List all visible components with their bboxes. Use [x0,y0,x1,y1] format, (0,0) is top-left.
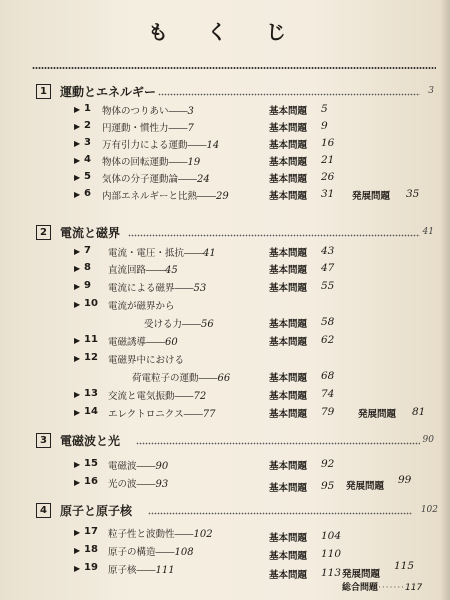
toc-row[interactable] [36,137,434,154]
toc-row[interactable] [36,262,434,279]
topic-label: 受ける力――56 [144,319,214,330]
advanced-page: 115 [394,560,415,572]
section-number: 4 [36,503,51,518]
toc-row[interactable] [36,298,434,315]
topic-number: 15 [84,458,98,469]
section-title: 電流と磁界 [60,226,121,240]
basic-page: 110 [321,548,342,560]
topic-number: 8 [84,262,91,273]
topic-number: 2 [84,120,91,131]
topic-number: 17 [84,526,98,537]
arrow-icon: ▶ [74,282,81,291]
basic-page: 55 [321,280,335,292]
topic-number: 3 [84,137,91,148]
advanced-label: 発展問題 [342,569,381,580]
section-header [36,83,434,103]
arrow-icon: ▶ [74,336,81,345]
section-header [36,432,434,452]
topic-number: 11 [84,334,98,345]
page-title: も く じ [148,20,302,44]
basic-label: 基本問題 [269,409,308,420]
basic-label: 基本問題 [269,283,308,294]
section-title: 運動とエネルギー [60,85,157,99]
topic-label: 万有引力による運動――14 [102,140,220,151]
arrow-icon: ▶ [74,478,81,487]
toc-row[interactable] [36,352,434,369]
arrow-icon: ▶ [74,264,81,273]
section-1 [36,83,434,202]
basic-label: 基本問題 [269,248,308,259]
arrow-icon: ▶ [74,300,81,309]
basic-page: 74 [321,388,335,400]
basic-page: 95 [321,480,335,492]
topic-number: 16 [84,476,98,487]
toc-row[interactable] [36,154,434,171]
advanced-label: 発展問題 [358,409,397,420]
basic-page: 58 [321,316,335,328]
arrow-icon: ▶ [74,546,81,555]
topic-number: 7 [84,245,91,256]
basic-page: 5 [321,103,328,115]
topic-number: 10 [84,298,98,309]
topic-label: 電流・電圧・抵抗――41 [108,248,216,259]
topic-label: 原子核――111 [108,565,175,576]
arrow-icon: ▶ [74,139,81,148]
section-number: 1 [36,84,51,99]
toc-row[interactable] [36,406,434,423]
basic-label: 基本問題 [269,106,308,117]
toc-row[interactable] [36,562,434,579]
basic-page: 47 [321,262,335,274]
section-number: 3 [36,433,51,448]
basic-page: 92 [321,458,335,470]
basic-label: 基本問題 [269,191,308,202]
basic-label: 基本問題 [269,123,308,134]
section-2 [36,224,434,420]
basic-label: 基本問題 [269,551,308,562]
title-divider [32,66,436,70]
toc-row-continued[interactable] [36,370,434,387]
toc-row[interactable] [36,526,434,543]
summary-problems[interactable]: 総合問題·······117 [342,583,423,593]
section-4 [36,502,438,593]
topic-number: 1 [84,103,91,114]
arrow-icon: ▶ [74,122,81,131]
topic-label: 円運動・慣性力――7 [102,123,194,134]
topic-label: 物体の回転運動――19 [102,157,201,168]
basic-label: 基本問題 [269,391,308,402]
section-page: 41 [422,227,434,237]
topic-label: エレクトロニクス――77 [108,409,216,420]
topic-number: 19 [84,562,98,573]
topic-label: 電流による磁界――53 [108,283,207,294]
advanced-page: 35 [406,188,420,200]
basic-page: 9 [321,120,328,132]
basic-page: 31 [321,188,335,200]
toc-row[interactable] [36,171,434,188]
arrow-icon: ▶ [74,528,81,537]
basic-label: 基本問題 [269,265,308,276]
basic-label: 基本問題 [269,461,308,472]
toc-row[interactable] [36,245,434,262]
leader-dots [148,512,412,515]
topic-label: 粒子性と波動性――102 [108,529,213,540]
basic-page: 113 [321,567,342,579]
section-page: 90 [422,435,434,445]
topic-label: 電磁波――90 [108,461,169,472]
leader-dots [128,234,420,237]
topic-label: 気体の分子運動論――24 [102,174,210,185]
toc-row[interactable] [36,544,434,561]
basic-page: 68 [321,370,335,382]
topic-label: 電流が磁界から [108,301,175,312]
topic-number: 13 [84,388,98,399]
toc-row[interactable] [36,334,434,351]
basic-page: 43 [321,245,335,257]
topic-number: 9 [84,280,91,291]
topic-number: 4 [84,154,91,165]
leader-dots [136,442,420,445]
toc-row-continued[interactable] [36,316,434,333]
topic-label: 電磁誘導――60 [108,337,178,348]
topic-number: 5 [84,171,91,182]
arrow-icon: ▶ [74,460,81,469]
toc-row[interactable] [36,458,434,475]
basic-page: 26 [321,171,335,183]
topic-label: 光の波――93 [108,479,169,490]
arrow-icon: ▶ [74,247,81,256]
basic-label: 基本問題 [269,174,308,185]
arrow-icon: ▶ [74,156,81,165]
toc-row[interactable] [36,388,434,405]
basic-label: 基本問題 [269,319,308,330]
topic-number: 6 [84,188,91,199]
page-edge-shadow [440,0,450,600]
section-header [36,502,438,522]
basic-label: 基本問題 [269,337,308,348]
arrow-icon: ▶ [74,173,81,182]
section-number: 2 [36,225,51,240]
basic-page: 16 [321,137,335,149]
section-page: 102 [420,505,438,515]
toc-row[interactable] [36,188,434,205]
leader-dots [158,93,420,96]
topic-label: 電磁界中における [108,355,185,366]
arrow-icon: ▶ [74,105,81,114]
arrow-icon: ▶ [74,390,81,399]
advanced-label: 発展問題 [352,191,391,202]
topic-number: 12 [84,352,98,363]
section-3 [36,432,434,494]
section-page: 3 [428,86,434,96]
basic-label: 基本問題 [269,140,308,151]
topic-label: 原子の構造――108 [108,547,194,558]
topic-label: 内部エネルギーと比熱――29 [102,191,229,202]
advanced-label: 発展問題 [346,481,385,492]
basic-label: 基本問題 [269,373,308,384]
basic-label: 基本問題 [269,483,308,494]
arrow-icon: ▶ [74,354,81,363]
advanced-page: 81 [412,406,426,418]
toc-row[interactable] [36,280,434,297]
section-title: 電磁波と光 [60,434,121,448]
arrow-icon: ▶ [74,408,81,417]
toc-row[interactable] [36,120,434,137]
basic-page: 62 [321,334,335,346]
topic-number: 14 [84,406,98,417]
topic-number: 18 [84,544,98,555]
basic-page: 79 [321,406,335,418]
topic-label: 交流と電気振動――72 [108,391,207,402]
topic-label: 荷電粒子の運動――66 [132,373,231,384]
basic-label: 基本問題 [269,157,308,168]
advanced-page: 99 [398,474,412,486]
topic-label: 直流回路――45 [108,265,178,276]
section-header [36,224,434,244]
toc-row[interactable] [36,103,434,120]
arrow-icon: ▶ [74,564,81,573]
toc-row[interactable] [36,476,434,493]
topic-label: 物体のつりあい――3 [102,106,194,117]
basic-page: 21 [321,154,335,166]
basic-page: 104 [321,530,342,542]
basic-label: 基本問題 [269,570,308,581]
section-title: 原子と原子核 [60,504,133,518]
basic-label: 基本問題 [269,533,308,544]
arrow-icon: ▶ [74,190,81,199]
